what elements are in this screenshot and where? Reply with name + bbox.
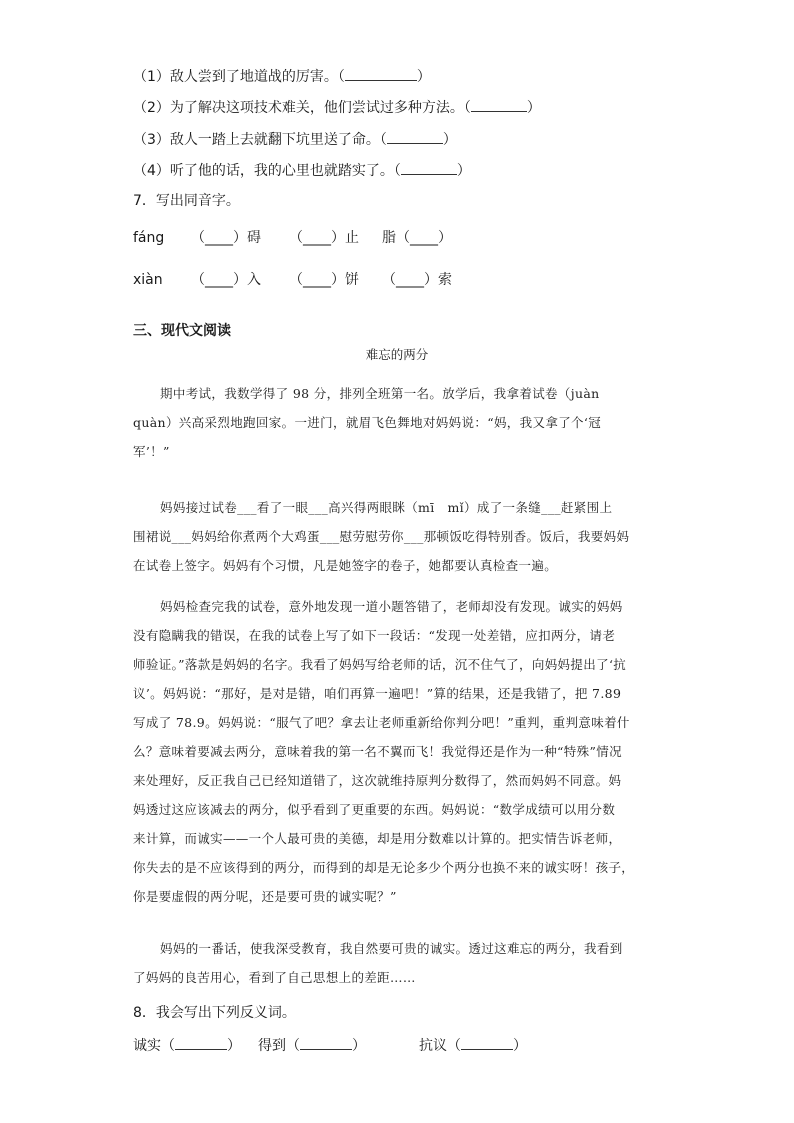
q6-item-4-text: （4）听了他的话，我的心里也就踏实了。（: [133, 163, 401, 179]
passage-paragraph-1: [133, 379, 663, 466]
passage-line: 你是要虚假的两分呢，还是要可贵的诚实呢？”: [133, 889, 397, 904]
q8-word: 诚实（: [133, 1038, 175, 1054]
q6-item-2: [133, 97, 541, 117]
answer-blank[interactable]: [401, 160, 457, 175]
passage-line: 师验证。”落款是妈妈的名字。我看了妈妈写给老师的话，沉不住气了，向妈妈提出了‘抗: [133, 657, 627, 672]
passage-line: 军’！”: [133, 444, 170, 459]
q7-row2-c[interactable]: （____）索: [382, 272, 452, 288]
answer-blank[interactable]: [387, 129, 443, 144]
passage-line: 你失去的是不应该得到的两分，而得到的却是无论多少个两分也换不来的诚实呀！孩子，: [133, 860, 635, 875]
q6-item-1-text: （1）敌人尝到了地道战的厉害。（: [133, 69, 345, 85]
passage-line: 妈妈检查完我的试卷，意外地发现一道小题答错了，老师却没有发现。诚实的妈妈: [160, 599, 623, 614]
close-paren: ）: [526, 100, 541, 116]
section-heading: 三、现代文阅读: [133, 323, 231, 339]
pinyin-xian: xiàn: [133, 272, 163, 288]
close-paren: ）: [513, 1038, 527, 1054]
passage-paragraph-4: [133, 934, 663, 992]
q8-row: [133, 1035, 527, 1055]
passage-line: 了妈妈的良苦用心，看到了自己思想上的差距……: [133, 970, 416, 985]
q7-row-xian: [133, 271, 452, 289]
q8-title: 8．我会写出下列反义词。: [133, 1005, 296, 1021]
passage-line: 妈妈接过试卷___看了一眼___高兴得两眼眯（mī mǐ）成了一条缝___赶紧围上: [160, 500, 613, 515]
passage-line: 没有隐瞒我的错误，在我的试卷上写了如下一段话：“发现一处差错，应扣两分，请老: [133, 628, 616, 643]
passage-line: 来计算，而诚实——一个人最可贵的美德，却是用分数难以计算的。把实情告诉老师，: [133, 831, 622, 846]
answer-blank[interactable]: [300, 1035, 352, 1050]
q7-title: 7．写出同音字。: [133, 193, 240, 209]
passage-title: 难忘的两分: [365, 347, 429, 362]
passage-paragraph-2: [133, 493, 663, 580]
q8-word: 抗议（: [419, 1038, 461, 1054]
q8-word: 得到（: [258, 1038, 300, 1054]
q7-row1-a[interactable]: （____）碍: [191, 230, 261, 246]
q8-item-chengshi: [133, 1035, 258, 1055]
answer-blank[interactable]: [471, 97, 527, 112]
passage-line: quàn）兴高采烈地跑回家。一进门，就眉飞色舞地对妈妈说：“妈，我又拿了个‘冠: [133, 415, 602, 430]
q7-row-fang: [133, 229, 452, 247]
q7-row1-c[interactable]: 脂（____）: [382, 230, 452, 246]
q6-item-2-text: （2）为了解决这项技术难关，他们尝试过多种方法。（: [133, 100, 471, 116]
passage-line: 妈妈的一番话，使我深受教育，我自然要可贵的诚实。透过这难忘的两分，我看到: [160, 941, 623, 956]
passage-line: 议’。妈妈说：“那好，是对是错，咱们再算一遍吧！”算的结果，还是我错了，把 7.89: [133, 686, 622, 701]
answer-blank[interactable]: [175, 1035, 227, 1050]
close-paren: ）: [416, 69, 431, 85]
passage-line: 期中考试，我数学得了 98 分，排列全班第一名。放学后，我拿着试卷（juàn: [160, 386, 600, 401]
close-paren: ）: [352, 1038, 366, 1054]
passage-line: 写成了 78.9。妈妈说：“服气了吧？拿去让老师重新给你判分吧！”重判，重判意味着什: [133, 715, 630, 730]
q7-row2-b[interactable]: （____）饼: [289, 272, 359, 288]
close-paren: ）: [456, 163, 471, 179]
answer-blank[interactable]: [461, 1035, 513, 1050]
q6-item-3-text: （3）敌人一踏上去就翻下坑里送了命。（: [133, 132, 387, 148]
q8-item-kangyi: [419, 1035, 527, 1055]
q7-row2-a[interactable]: （____）入: [191, 272, 261, 288]
q6-item-1: [133, 66, 431, 86]
pinyin-fang: fáng: [133, 230, 165, 246]
passage-line: 妈透过这应该减去的两分，似乎看到了更重要的东西。妈妈说：“数学成绩可以用分数: [133, 802, 616, 817]
q7-row1-b[interactable]: （____）止: [289, 230, 359, 246]
close-paren: ）: [442, 132, 457, 148]
passage-line: 来处理好，反正我自己已经知道错了，这次就维持原判分数得了，然而妈妈不同意。妈: [133, 773, 622, 788]
passage-paragraph-3: [133, 592, 663, 911]
q6-item-3: [133, 129, 457, 149]
passage-line: 在试卷上签字。妈妈有个习惯，凡是她签字的卷子，她都要认真检查一遍。: [133, 558, 558, 573]
close-paren: ）: [227, 1038, 241, 1054]
answer-blank[interactable]: [345, 66, 417, 81]
q6-item-4: [133, 160, 471, 180]
q8-item-dedao: [258, 1035, 419, 1055]
passage-line: 么？意味着要减去两分，意味着我的第一名不翼而飞！我觉得还是作为一种“特殊”情况: [133, 744, 622, 759]
passage-line: 围裙说___妈妈给你煮两个大鸡蛋___慰劳慰劳你___那顿饭吃得特别香。饭后，我要妈妈: [133, 529, 630, 544]
